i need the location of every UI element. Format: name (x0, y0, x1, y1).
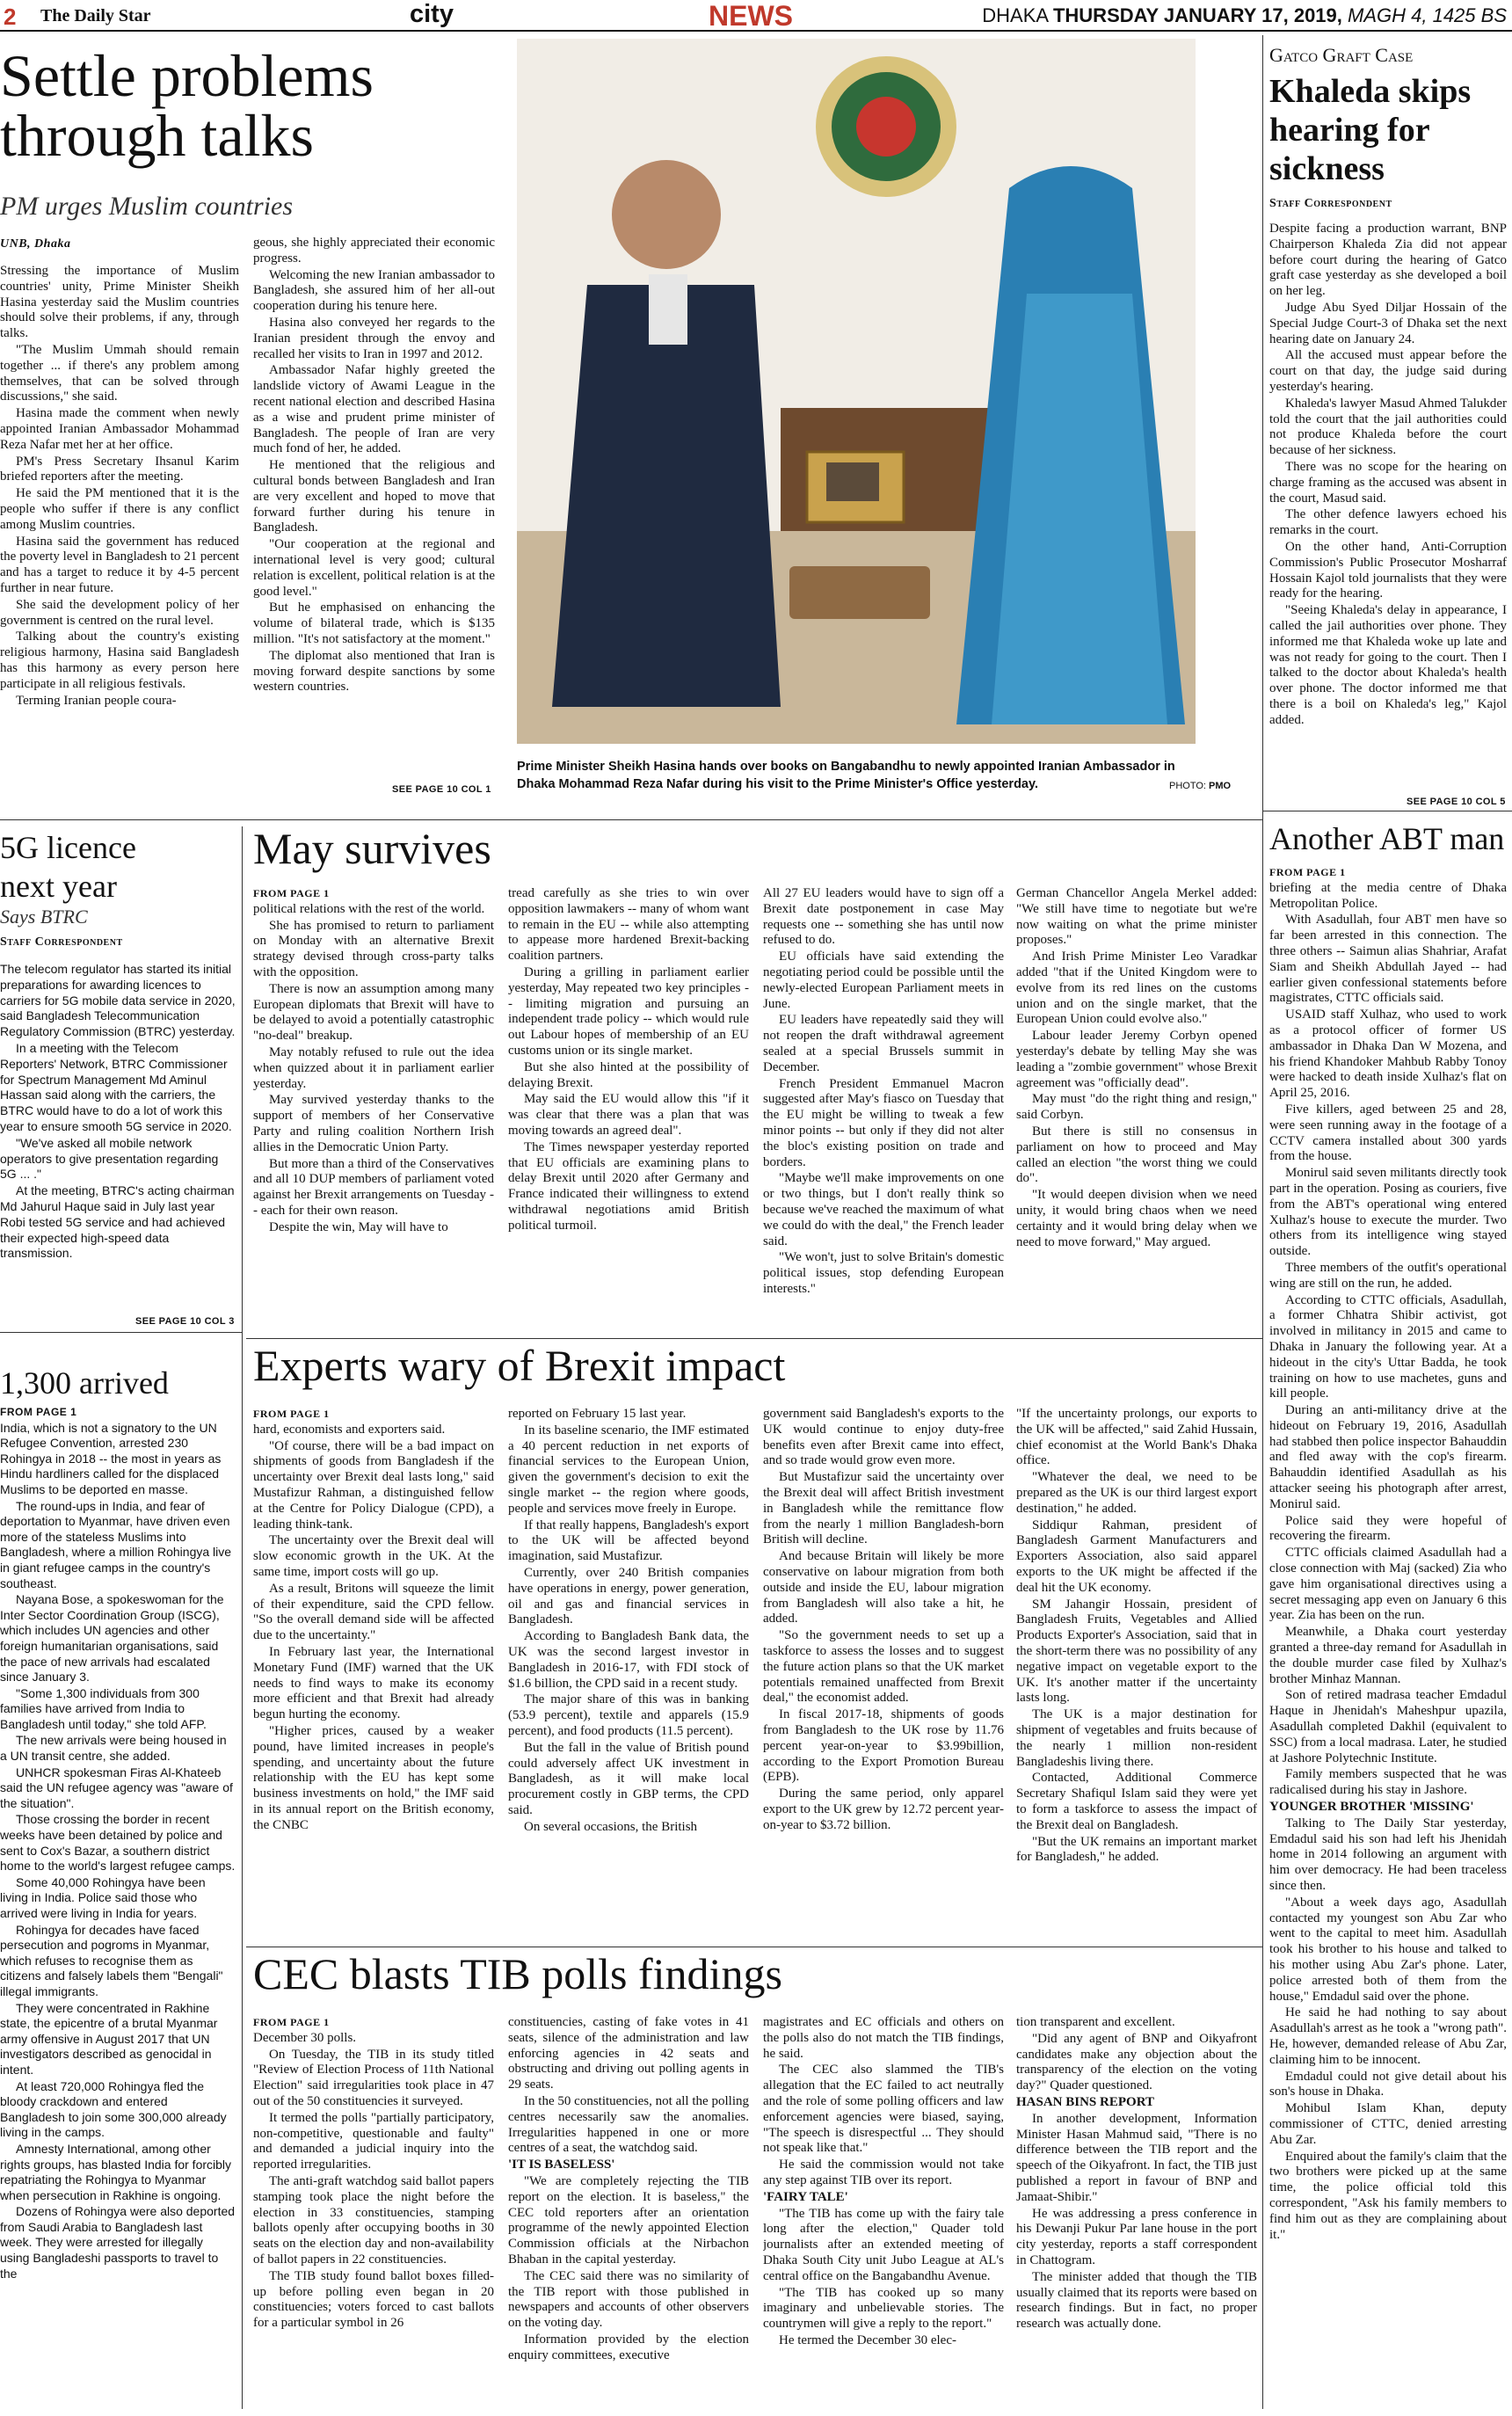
paragraph: According to Bangladesh Bank data, the UK was the second largest investor in Bangladesh in 2016-17, with FDI stock of $1.6 billion, the CPD said in a recent study. (508, 1629, 749, 1691)
brexit-column-4 (1016, 1407, 1257, 1939)
licence-headline-line: next year (0, 869, 117, 904)
brexit-column-3 (763, 1407, 1004, 1939)
abt-headline: Another ABT man (1269, 821, 1505, 856)
section-rule (246, 1338, 1262, 1339)
paragraph: She said the development policy of her government is centred on the rural level. (0, 597, 239, 628)
cec-headline: CEC blasts TIB polls findings (253, 1949, 782, 1998)
khaleda-body (1269, 222, 1507, 793)
paragraph: "Seeing Khaleda's delay in appearance, I called the jail authorities over phone. They informed me that Khaleda woke up late and was not ready for going to the court. Then I talked to the doctor about Khaleda's health over phone. The doctor informed me that there is a boil on Khaleda's leg," Kajol added. (1269, 603, 1507, 727)
paragraph: All 27 EU leaders would have to sign off a Brexit date postponement in case May requests one -- something she has until now refused to do. (763, 886, 1004, 948)
table (789, 566, 930, 619)
lead-byline: UNB, Dhaka (0, 237, 71, 251)
paragraph: "We've asked all mobile network operators to give presentation regarding 5G ... ." (0, 1135, 219, 1182)
news-photo (517, 39, 1196, 744)
paragraph: Emdadul could not give detail about his son's house in Dhaka. (1269, 2069, 1507, 2099)
paragraph: May survived yesterday thanks to the support of members of her Conservative Party and ruling coalition Northern Irish allies in the Democratic Union Party. (253, 1093, 494, 1154)
paragraph: "About a week days ago, Asadullah contacted my youngest son Abu Zar who went to the capital to meet him. Asadullah took his brother to his house and talked to his mother using Abu Zar's phone. Later, police arrested both of them from the house," Emdadul said over the phone. (1269, 1895, 1507, 2004)
paragraph: "Some 1,300 individuals from 300 families have arrived from India to Bangladesh until today," she told AFP. (0, 1685, 207, 1731)
paragraph: German Chancellor Angela Merkel added: "We still have time to negotiate but we're now waiting on what the prime minister proposes." (1016, 886, 1257, 948)
photo-illustration (517, 39, 1196, 744)
lead-headline-line: through talks (0, 102, 314, 169)
paragraph: India, which is not a signatory to the UN Refugee Convention, arrested 230 Rohingya in 2018 -- the most in years as Hindu hardliners called for the displaced Muslims to be deported en masse. (0, 1420, 222, 1496)
article-subhead: HASAN BINS REPORT (1016, 2094, 1155, 2109)
section-rule (0, 1332, 242, 1333)
paper-name: The Daily Star (40, 6, 151, 25)
may-headline: May survives (253, 824, 491, 873)
paragraph: During the same period, only apparel export to the UK grew by 12.72 percent year-on-year to $3.72 billion. (763, 1787, 1004, 1832)
paragraph: Son of retired madrasa teacher Emdadul Haque in Jhenidah's Maheshpur upazila, Asadullah completed Dakhil (equivalent to SSC) from a local madrasa. Later, he studied at Jashore Polytechnic Institute. (1269, 1688, 1507, 1765)
paragraph: The CEC said there was no similarity of the TIB report with those published in newspapers and accounts of other observers on the voting day. (508, 2268, 749, 2331)
paragraph: He said he had nothing to say about Asadullah's arrest as he took a "wrong path". He, however, demanded release of Abu Zar, claiming him to be innocent. (1269, 2005, 1507, 2067)
paragraph: But she also hinted at the possibility of delaying Brexit. (508, 1059, 749, 1090)
paragraph: SM Jahangir Hossain, president of Bangladesh Fruits, Vegetables and Allied Products Exporter's Association, said that in the short-term there was no possibility of any negative impact on vegetable export to the UK. It's another matter if the uncertainty lasts long. (1016, 1597, 1257, 1706)
lead-headline (0, 42, 374, 169)
paragraph: "Whatever the deal, we need to be prepared as the UK is our third largest export destination," he added. (1016, 1470, 1257, 1516)
paragraph: Despite facing a production warrant, BNP Chairperson Khaleda Zia did not appear before court during the hearing of Gatco graft case yesterday as she developed a boil on her leg. (1269, 222, 1507, 299)
abt-body (1269, 865, 1507, 2412)
paragraph: French President Emmanuel Macron suggested after May's fiasco on Tuesday that the EU might be willing to tweak a few minor points -- but only if they did not alter the bloc's existing position on trade and borders. (763, 1076, 1004, 1169)
licence-body (0, 962, 236, 1314)
paragraph: Hasina said the government has reduced the poverty level in Bangladesh to 21 percent and has a target to reduce it by 4-5 percent further in near future. (0, 534, 239, 595)
paragraph: Despite the win, May will have to (269, 1219, 448, 1234)
paragraph: Hasina also conveyed her regards to the Iranian president through the envoy and recalled her visits to Iran in 1997 and 2012. (253, 315, 495, 361)
from-page-label: FROM PAGE 1 (253, 1408, 330, 1420)
paragraph: In another development, Information Minister Hasan Mahmud said, "There is no difference between the TIB report and the speech of the Oikyafront. In fact, the TIB just published a report in favour of BNP and Jamaat-Shibir." (1016, 2111, 1257, 2204)
paragraph: Welcoming the new Iranian ambassador to Bangladesh, she assured him of her all-out cooperation during his tenure here. (253, 267, 495, 314)
paragraph: He was addressing a press conference in his Dewanji Pukur Par lane house in the port city yesterday, reports a staff correspondent in Chattogram. (1016, 2206, 1257, 2267)
paragraph: According to CTTC officials, Asadullah, a former Chhatra Shibir activist, got involved in militancy in 2015 and came to Dhaka in January the following year. At a hideout in the city's Uttar Badda, he took training on how to use machetes, guns and kill people. (1269, 1292, 1507, 1401)
paragraph: The telecom regulator has started its initial preparations for awarding licences to carriers for 5G mobile data service in 2020, said Bangladesh Telecommunication Regulatory Commission (BTRC) yesterday. (0, 962, 236, 1039)
paragraph: And because Britain will likely be more conservative on labour migration from both outside and inside the EU, labour migration from Bangladesh will also take a hit, he added. (763, 1549, 1004, 1626)
paragraph: Talking to The Daily Star yesterday, Emdadul said his son had left his Jhenidah home in 2014 following an argument with him over democracy. He had been traceless since then. (1269, 1816, 1507, 1893)
cec-column-3 (763, 2015, 1004, 2412)
licence-headline (0, 828, 136, 906)
paragraph: In its baseline scenario, the IMF estimated a 40 percent reduction in net exports of financial services to the European Union, given the government's decision to exit the single market -- the region where goods, people and services move freely in Europe. (508, 1423, 749, 1516)
paragraph: On the other hand, Anti-Corruption Commission's Public Prosecutor Mosharraf Hossain Kajol told journalists that they were ready for the hearing. (1269, 539, 1507, 601)
paragraph: The other defence lawyers echoed his remarks in the court. (1269, 507, 1507, 538)
from-page-label: FROM PAGE 1 (0, 1406, 77, 1418)
paragraph: Monirul said seven militants directly took part in the operation. Posing as couriers, five from the ABT's operational wing entered Xulhaz's house to execute the murder. Two others from its intelligence wing stayed outside. (1269, 1166, 1507, 1259)
paragraph: The diplomat also mentioned that Iran is moving forward despite sanctions by some western countries. (253, 648, 495, 695)
paragraph: "Of course, there will be a bad impact on shipments of goods from Bangladesh if the uncertainty over Brexit deal lasts long," said Mustafizur Rahman, a distinguished fellow at the Centre for Policy Dialogue (CPD), a leading think-tank. (253, 1438, 494, 1532)
paragraph: The round-ups in India, and fear of deportation to Myanmar, have driven even more of the stateless Muslims into Bangladesh, where a million Rohingya live in giant refugee camps in the country's southeast. (0, 1498, 232, 1590)
masthead (0, 0, 1512, 32)
cec-column-1 (253, 2015, 494, 2412)
paragraph: Enquired about the family's claim that the two brothers were picked up at the same time, the police official told this correspondent, "Ask his family members to find him out as they are complaining about it." (1269, 2149, 1507, 2242)
paragraph: In February last year, the International Monetary Fund (IMF) warned that the UK needs to find ways to make its economy more efficient and that Brexit had already begun hurting the economy. (253, 1644, 494, 1722)
paragraph: And Irish Prime Minister Leo Varadkar added "that if the United Kingdom were to evolve from its red lines on the customs union and on the single market, that the European Union could evolve also." (1016, 950, 1257, 1027)
paragraph: UNHCR spokesman Firas Al-Khateeb said the UN refugee agency was "aware of the situation". (0, 1765, 233, 1810)
brexit-column-2 (508, 1407, 749, 1939)
article-subhead: YOUNGER BROTHER 'MISSING' (1269, 1800, 1474, 1815)
paragraph: If that really happens, Bangladesh's export to the UK will be affected beyond imagination, said Mustafizur. (508, 1517, 749, 1564)
paragraph: Currently, over 240 British companies have operations in energy, power generation, oil and gas and financial services in Bangladesh. (508, 1565, 749, 1627)
paragraph: tread carefully as she tries to win over opposition lawmakers -- many of whom want to remain in the EU -- while also attempting to appease more hardened Brexit-backing coalition partners. (508, 886, 749, 964)
paragraph: political relations with the rest of the world. (253, 901, 485, 916)
paragraph: The uncertainty over the Brexit deal will slow economic growth in the UK. At the same time, import costs will go up. (253, 1533, 494, 1579)
khaleda-kicker: Gatco Graft Case (1269, 44, 1414, 66)
paragraph: Khaleda's lawyer Masud Ahmed Talukder told the court that the jail authorities could not produce Khaleda before the court because of her sickness. (1269, 396, 1507, 458)
paragraph: "We won't, just to solve Britain's domestic political issues, stop defending European interests." (763, 1250, 1004, 1296)
paragraph: But there is still no consensus in parliament on how to proceed and May called an election "the worst thing we could do". (1016, 1124, 1257, 1186)
paragraph: "Our cooperation at the regional and international level is very good; cultural relation is excellent, political relation is at the good level." (253, 537, 495, 599)
paragraph: briefing at the media centre of Dhaka Metropolitan Police. (1269, 880, 1507, 911)
paragraph: With Asadullah, four ABT men have so far been arrested in this connection. The three others -- Saimun alias Shahriar, Arafat Siam and Sheikh Abdullah Jayed -- had earlier given confessional statements before magistrates, CTTC officials said. (1269, 913, 1507, 1006)
state-emblem (816, 56, 956, 197)
paragraph: The anti-graft watchdog said ballot papers stamping took place the night before the election in 33 constituencies, stamping ballots openly after occupying booths in 30 seats on the election day and non-availability of ballot papers in 22 constituencies. (253, 2173, 494, 2267)
paragraph: The new arrivals were being housed in a UN transit centre, she added. (0, 1733, 227, 1764)
dateline-bangla-date: MAGH 4, 1425 BS (1348, 4, 1507, 26)
paragraph: During an anti-militancy drive at the hideout on February 19, 2016, Asadullah had stabbed then police inspector Bahauddin and fled away with the cop's firearm. Bahauddin identified Asadullah as his attacker seeing his photograph after arrest, Monirul said. (1269, 1403, 1507, 1511)
section-rule (0, 819, 1262, 820)
paragraph: As a result, Britons will squeeze the limit of their expenditure, said the CPD fellow. "So the overall demand side will be affected due to the uncertainty." (253, 1581, 494, 1643)
may-column-1 (253, 886, 494, 1331)
paragraph: Hasina made the comment when newly appointed Iranian Ambassador Mohammad Reza Nafar met her at her office. (0, 406, 239, 452)
paragraph: Talking about the country's existing religious harmony, Hasina said Bangladesh has this harmony as every person here participate in all religious festivals. (0, 629, 239, 691)
lead-headline-line: Settle problems (0, 42, 374, 109)
article-subhead: 'IT IS BASELESS' (508, 2158, 615, 2172)
paragraph: May must "do the right thing and resign," said Corbyn. (1016, 1092, 1257, 1123)
paragraph: "It would deepen division when we need unity, it would bring chaos when we need certainty and it would bring delay when we need to move forward," May argued. (1016, 1188, 1257, 1249)
paragraph: "So the government needs to set up a taskforce to assess the losses and to suggest the future action plans so that the UK market potentials remained unaffected from Brexit deal," the economist added. (763, 1628, 1004, 1706)
rohingya-headline: 1,300 arrived (0, 1365, 169, 1401)
paragraph: December 30 polls. (253, 2030, 357, 2045)
paragraph: But Mustafizur said the uncertainty over the Brexit deal will affect British investment in Bangladesh while the remittance flow from the nearly 1 million Bangladesh-born British will decline. (763, 1470, 1004, 1547)
paragraph: Police said they were hopeful of recovering the firearm. (1269, 1513, 1507, 1544)
paragraph: hard, economists and exporters said. (253, 1422, 446, 1437)
paragraph: At the meeting, BTRC's acting chairman Md Jahurul Haque said in July last year Robi tested 5G service and had achieved their expected high-speed data transmission. (0, 1183, 235, 1261)
paragraph: "The TIB has come up with the fairy tale long after the election," Quader told journalists after an extended meeting of Dhaka South City unit Jubo League at AL's central office on the Bangabandhu Avenue. (763, 2206, 1004, 2283)
paragraph: During a grilling in parliament earlier yesterday, May repeated two key principles -- limiting migration and pursuing an independent trade policy -- which would rule out Labour hopes of membership of an EU customs union or its single market. (508, 964, 749, 1058)
from-page-label: FROM PAGE 1 (1269, 866, 1346, 878)
paragraph: Five killers, aged between 25 and 28, were seen running away in the footage of a CCTV camera installed about 300 yards from the house. (1269, 1102, 1507, 1164)
licence-headline-line: 5G licence (0, 830, 136, 865)
paragraph: There was no scope for the hearing on charge framing as the accused was absent in the court, Masud said. (1269, 459, 1507, 506)
paragraph: Family members suspected that he was radicalised during his stay in Jashore. (1269, 1767, 1507, 1798)
paragraph: In a meeting with the Telecom Reporters' Network, BTRC Commissioner for Spectrum Management Md Aminul Hassan said along with the carriers, the BTRC would have to do a lot of work this year to ensure smooth 5G service in 2020. (0, 1040, 232, 1133)
paragraph: But more than a third of the Conservatives and all 10 DUP members of parliament voted against her Brexit arrangements on Tuesday -- each for their own reason. (253, 1156, 494, 1218)
paragraph: There is now an assumption among many European diplomats that Brexit will have to be delayed to avoid a potentially catastrophic "no-deal" breakup. (253, 981, 494, 1044)
khaleda-headline-line: hearing for (1269, 112, 1430, 149)
khaleda-headline-line: Khaleda skips (1269, 73, 1472, 110)
paragraph: tion transparent and excellent. (1016, 2015, 1175, 2029)
article-subhead: 'FAIRY TALE' (763, 2189, 848, 2204)
paragraph: He mentioned that the religious and cultural bonds between Bangladesh and Iran are very excellent and hoped to move that forward further during his tenure in Bangladesh. (253, 458, 495, 535)
lead-column-2 (253, 236, 495, 784)
photo-credit (1169, 781, 1231, 791)
brexit-column-1 (253, 1407, 494, 1939)
paragraph: Siddiqur Rahman, president of Bangladesh Garment Manufacturers and Exporters Association, also said apparel exports to the UK might be affected if the deal hit the UK economy. (1016, 1517, 1257, 1595)
brexit-headline: Experts wary of Brexit impact (253, 1341, 786, 1390)
paragraph: Judge Abu Syed Diljar Hossain of the Special Judge Court-3 of Dhaka set the next hearing date on January 24. (1269, 300, 1507, 346)
paragraph: USAID staff Xulhaz, who used to work as a protocol officer of former US ambassador in Dhaka Dan W Mozena, and his friend Khandoker Mahbub Rabby Tonoy were hacked to death inside Xulhaz's flat on April 25, 2016. (1269, 1008, 1507, 1101)
page-number: 2 (4, 4, 17, 30)
paragraph: Some 40,000 Rohingya have been living in India. Police said those who arrived were living in India for years. (0, 1874, 206, 1920)
paragraph: "If the uncertainty prolongs, our exports to the UK will be affected," said Zahid Hussain, chief economist at the World Bank's Dhaka office. (1016, 1407, 1257, 1468)
paragraph: PM's Press Secretary Ihsanul Karim briefed reporters after the meeting. (0, 454, 239, 484)
dateline-date: THURSDAY JANUARY 17, 2019, (1052, 4, 1342, 26)
paragraph: In the 50 constituencies, not all the polling centres necessarily saw the anomalies. Irregularities happened in one or more centres of a seat, the watchdog said. (508, 2093, 749, 2156)
column-rule (1262, 35, 1263, 2409)
column-rule (242, 826, 243, 2409)
paragraph: May said the EU would allow this "if it was clear that there was a plan that was moving towards an agreed deal". (508, 1092, 749, 1138)
paragraph: It termed the polls "partially participatory, non-competitive, questionable and faulty" and demanded a judicial inquiry into the reported irregularities. (253, 2110, 494, 2172)
paragraph: But the fall in the value of British pound could adversely affect UK investment in Bangladesh, as it will make local procurement costly in GBP terms, the CPD said. (508, 1740, 749, 1817)
paragraph: "But the UK remains an important market for Bangladesh," he added. (1016, 1834, 1257, 1865)
paragraph: The TIB study found ballot boxes filled-up before polling even began in 20 constituencies; voters forced to cast ballots for a particular symbol in 26 (253, 2268, 494, 2331)
paragraph: Those crossing the border in recent weeks have been detained by police and sent to Cox's Bazar, a southern district home to the world's largest refugee camps. (0, 1812, 236, 1874)
paragraph: magistrates and EC officials and others on the polls also do not match the TIB findings, he said. (763, 2015, 1004, 2061)
cec-column-4 (1016, 2015, 1257, 2412)
khaleda-byline: Staff Correspondent (1269, 197, 1392, 210)
paragraph: CTTC officials claimed Asadullah had a close connection with Maj (sacked) Zia who gave him organisational directives using a secret messaging app even on January 6 this year. Zia has been on the run. (1269, 1546, 1507, 1623)
licence-subhead: Says BTRC (0, 906, 88, 928)
khaleda-jump: SEE PAGE 10 COL 5 (1407, 797, 1506, 807)
paragraph: geous, she highly appreciated their economic progress. (253, 236, 495, 266)
photo-caption: Prime Minister Sheikh Hasina hands over books on Bangabandhu to newly appointed Iranian Ambassador in Dhaka Mohammad Reza Nafar during his visit to the Prime Minister's Office yesterday. (517, 760, 1175, 791)
paragraph: "The TIB has cooked up so many imaginary and unbelievable stories. The countrymen will give a reply to the report." (763, 2285, 1004, 2332)
paragraph: He termed the December 30 elec- (779, 2332, 956, 2347)
lead-jump: SEE PAGE 10 COL 1 (392, 784, 491, 795)
paragraph: The minister added that though the TIB usually claimed that its reports were based on research findings. But in fact, no proper research was actually done. (1016, 2269, 1257, 2332)
section-tag: NEWS (709, 0, 793, 32)
lead-column-1 (0, 264, 239, 800)
paragraph: They were concentrated in Rakhine state, the epicentre of a brutal Myanmar army offensive in August 2017 that UN investigators described as genocidal in intent. (0, 2000, 218, 2077)
photo-credit-name: PMO (1209, 781, 1232, 791)
rohingya-body (0, 1405, 236, 2412)
paragraph: Terming Iranian people coura- (16, 693, 177, 708)
paragraph: Contacted, Additional Commerce Secretary Shafiqul Islam said they were yet to form a taskforce to assess the impact of the Brexit deal on Bangladesh. (1016, 1771, 1257, 1832)
paragraph: "The Muslim Ummah should remain together ... if there's any problem among themselves, that can be solved through discussions," she said. (0, 342, 239, 404)
paragraph: Ambassador Nafar highly greeted the landslide victory of Awami League in the recent national election and described Hasina as a wise and prudent prime minister of Bangladesh. The people of Iran are very much fond of her, he added. (253, 363, 495, 456)
photo-credit-label: PHOTO: (1169, 781, 1206, 791)
from-page-label: FROM PAGE 1 (253, 887, 330, 899)
paragraph: Information provided by the election enquiry committees, executive (508, 2332, 749, 2362)
paragraph: "We are completely rejecting the TIB report on the election. It is baseless," the CEC told reporters after an orientation programme of the newly appointed Election Commission officials at the Nirbachon Bhaban in the capital yesterday. (508, 2173, 749, 2267)
paragraph: The CEC also slammed the TIB's allegation that the EC failed to act neutrally and the role of some polling officers and law enforcement agencies were biased, saying, "The speech is disrespectful ... They should not speak like that." (763, 2063, 1004, 2156)
may-column-3 (763, 886, 1004, 1331)
paragraph: May notably refused to rule out the idea when quizzed about it in parliament earlier yesterday. (253, 1044, 494, 1091)
paragraph: He said the commission would not take any step against TIB over its report. (763, 2158, 1004, 2187)
paragraph: EU officials have said extending the negotiating period could be possible until the newly-elected European Parliament meets in June. (763, 950, 1004, 1011)
paragraph: All the accused must appear before the court on that day, the judge said during yesterday's hearing. (1269, 348, 1507, 394)
paragraph: But he emphasised on enhancing the volume of bilateral trade, which is $135 million. "It's not satisfactory at the moment." (253, 600, 495, 646)
paragraph: At least 720,000 Rohingya fled the bloody crackdown and entered Bangladesh to join some 300,000 already living in the camps. (0, 2078, 227, 2140)
paragraph: On Tuesday, the TIB in its study titled "Review of Election Process of 11th National Election" said irregularities took place in 47 out of the 50 constituencies it surveyed. (253, 2047, 494, 2108)
paragraph: Three members of the outfit's operational wing are still on the run, he added. (1269, 1260, 1507, 1291)
paragraph: "Higher prices, caused by a weaker pound, have limited increases in people's spending, and uncertainty about the future relationship with the EU has kept some business investments on hold," the IMF said in its annual report on the British economy, the CNBC (253, 1723, 494, 1832)
paragraph: The major share of this was in banking (53.9 percent), textile and apparels (15.9 percent), and food products (11.5 percent). (508, 1692, 749, 1738)
licence-byline: Staff Correspondent (0, 935, 123, 949)
paragraph: government said Bangladesh's exports to the UK would continue to enjoy duty-free benefits even after Brexit came into effect, and so trade would grow even more. (763, 1407, 1004, 1468)
dateline-location: DHAKA (982, 4, 1048, 26)
paragraph: Meanwhile, a Dhaka court yesterday granted a three-day remand for Asadullah in the double murder case filed by Xulhaz's brother Minhaz Mannan. (1269, 1625, 1507, 1686)
from-page-label: FROM PAGE 1 (253, 2016, 330, 2028)
paragraph: reported on February 15 last year. (508, 1407, 687, 1421)
lead-subhead: PM urges Muslim countries (0, 192, 294, 221)
paragraph: Amnesty International, among other rights groups, has blasted India for forcibly repatriating the Rohingya to Myanmar when persecution in Rakhine is ongoing. (0, 2141, 232, 2202)
khaleda-headline (1269, 72, 1471, 188)
paragraph: Labour leader Jeremy Corbyn opened yesterday's debate by telling May she was leading a "zombie government" whose Brexit agreement was "officially dead". (1016, 1029, 1257, 1090)
paragraph: The Times newspaper yesterday reported that EU officials are examining plans to delay Brexit until 2020 after Germany and France indicated their willingness to extend withdrawal negotiations amid British political turmoil. (508, 1139, 749, 1233)
paragraph: Mohibul Islam Khan, deputy commissioner of CTTC, denied arresting Abu Zar. (1269, 2101, 1507, 2147)
paragraph: "Maybe we'll make improvements on one or two things, but I don't really think so because we've reached the maximum of what we could do with the deal," the French leader said. (763, 1171, 1004, 1248)
dateline (982, 4, 1507, 27)
paragraph: She has promised to return to parliament on Monday with an alternative Brexit strategy devised through cross-party talks with the opposition. (253, 918, 494, 979)
may-column-2 (508, 886, 749, 1331)
book-gift (807, 452, 904, 522)
paragraph: Stressing the importance of Muslim countries' unity, Prime Minister Sheikh Hasina yesterday said the Muslim countries should solve their problems, if any, through talks. (0, 264, 239, 341)
paragraph: Rohingya for decades have faced persecution and pogroms in Myanmar, which refuses to recognise them as citizens and falsely labels them "Bengali" illegal immigrants. (0, 1922, 223, 1998)
paragraph: Nayana Bose, a spokeswoman for the Inter Sector Coordination Group (ISCG), which includes UN agencies and other foreign humanitarian organisations, said the pace of new arrivals had escalated since January 3. (0, 1592, 224, 1685)
paragraph: "Did any agent of BNP and Oikyafront candidates make any objection about the transparency of the election on the voting day?" Quader questioned. (1016, 2031, 1257, 2093)
paragraph: In fiscal 2017-18, shipments of goods from Bangladesh to the UK rose by 11.76 percent year-on-year to $3.99billion, according to the Export Promotion Bureau (EPB). (763, 1707, 1004, 1785)
khaleda-headline-line: sickness (1269, 150, 1385, 187)
cec-column-2 (508, 2015, 749, 2412)
section-name: city (410, 0, 454, 28)
may-column-4 (1016, 886, 1257, 1331)
paragraph: Dozens of Rohingya were also deported from Saudi Arabia to Bangladesh last week. They were arrested for illegally using Bangladeshi passports to travel to the (0, 2204, 236, 2281)
licence-jump: SEE PAGE 10 COL 3 (135, 1316, 235, 1327)
paragraph: On several occasions, the British (524, 1819, 698, 1834)
paragraph: constituencies, casting of fake votes in 41 seats, silence of the administration and law enforcing agencies in 42 seats and obstructing and driving out polling agents in 29 seats. (508, 2015, 749, 2092)
paragraph: The UK is a major destination for shipment of vegetables and fruits because of the nearly 1 million non-resident Bangladeshis living there. (1016, 1707, 1257, 1769)
paragraph: He said the PM mentioned that it is the people who suffer if there is any conflict among Muslim countries. (0, 486, 239, 532)
paragraph: EU leaders have repeatedly said they will not reopen the draft withdrawal agreement sealed at a special Brussels summit in December. (763, 1013, 1004, 1074)
